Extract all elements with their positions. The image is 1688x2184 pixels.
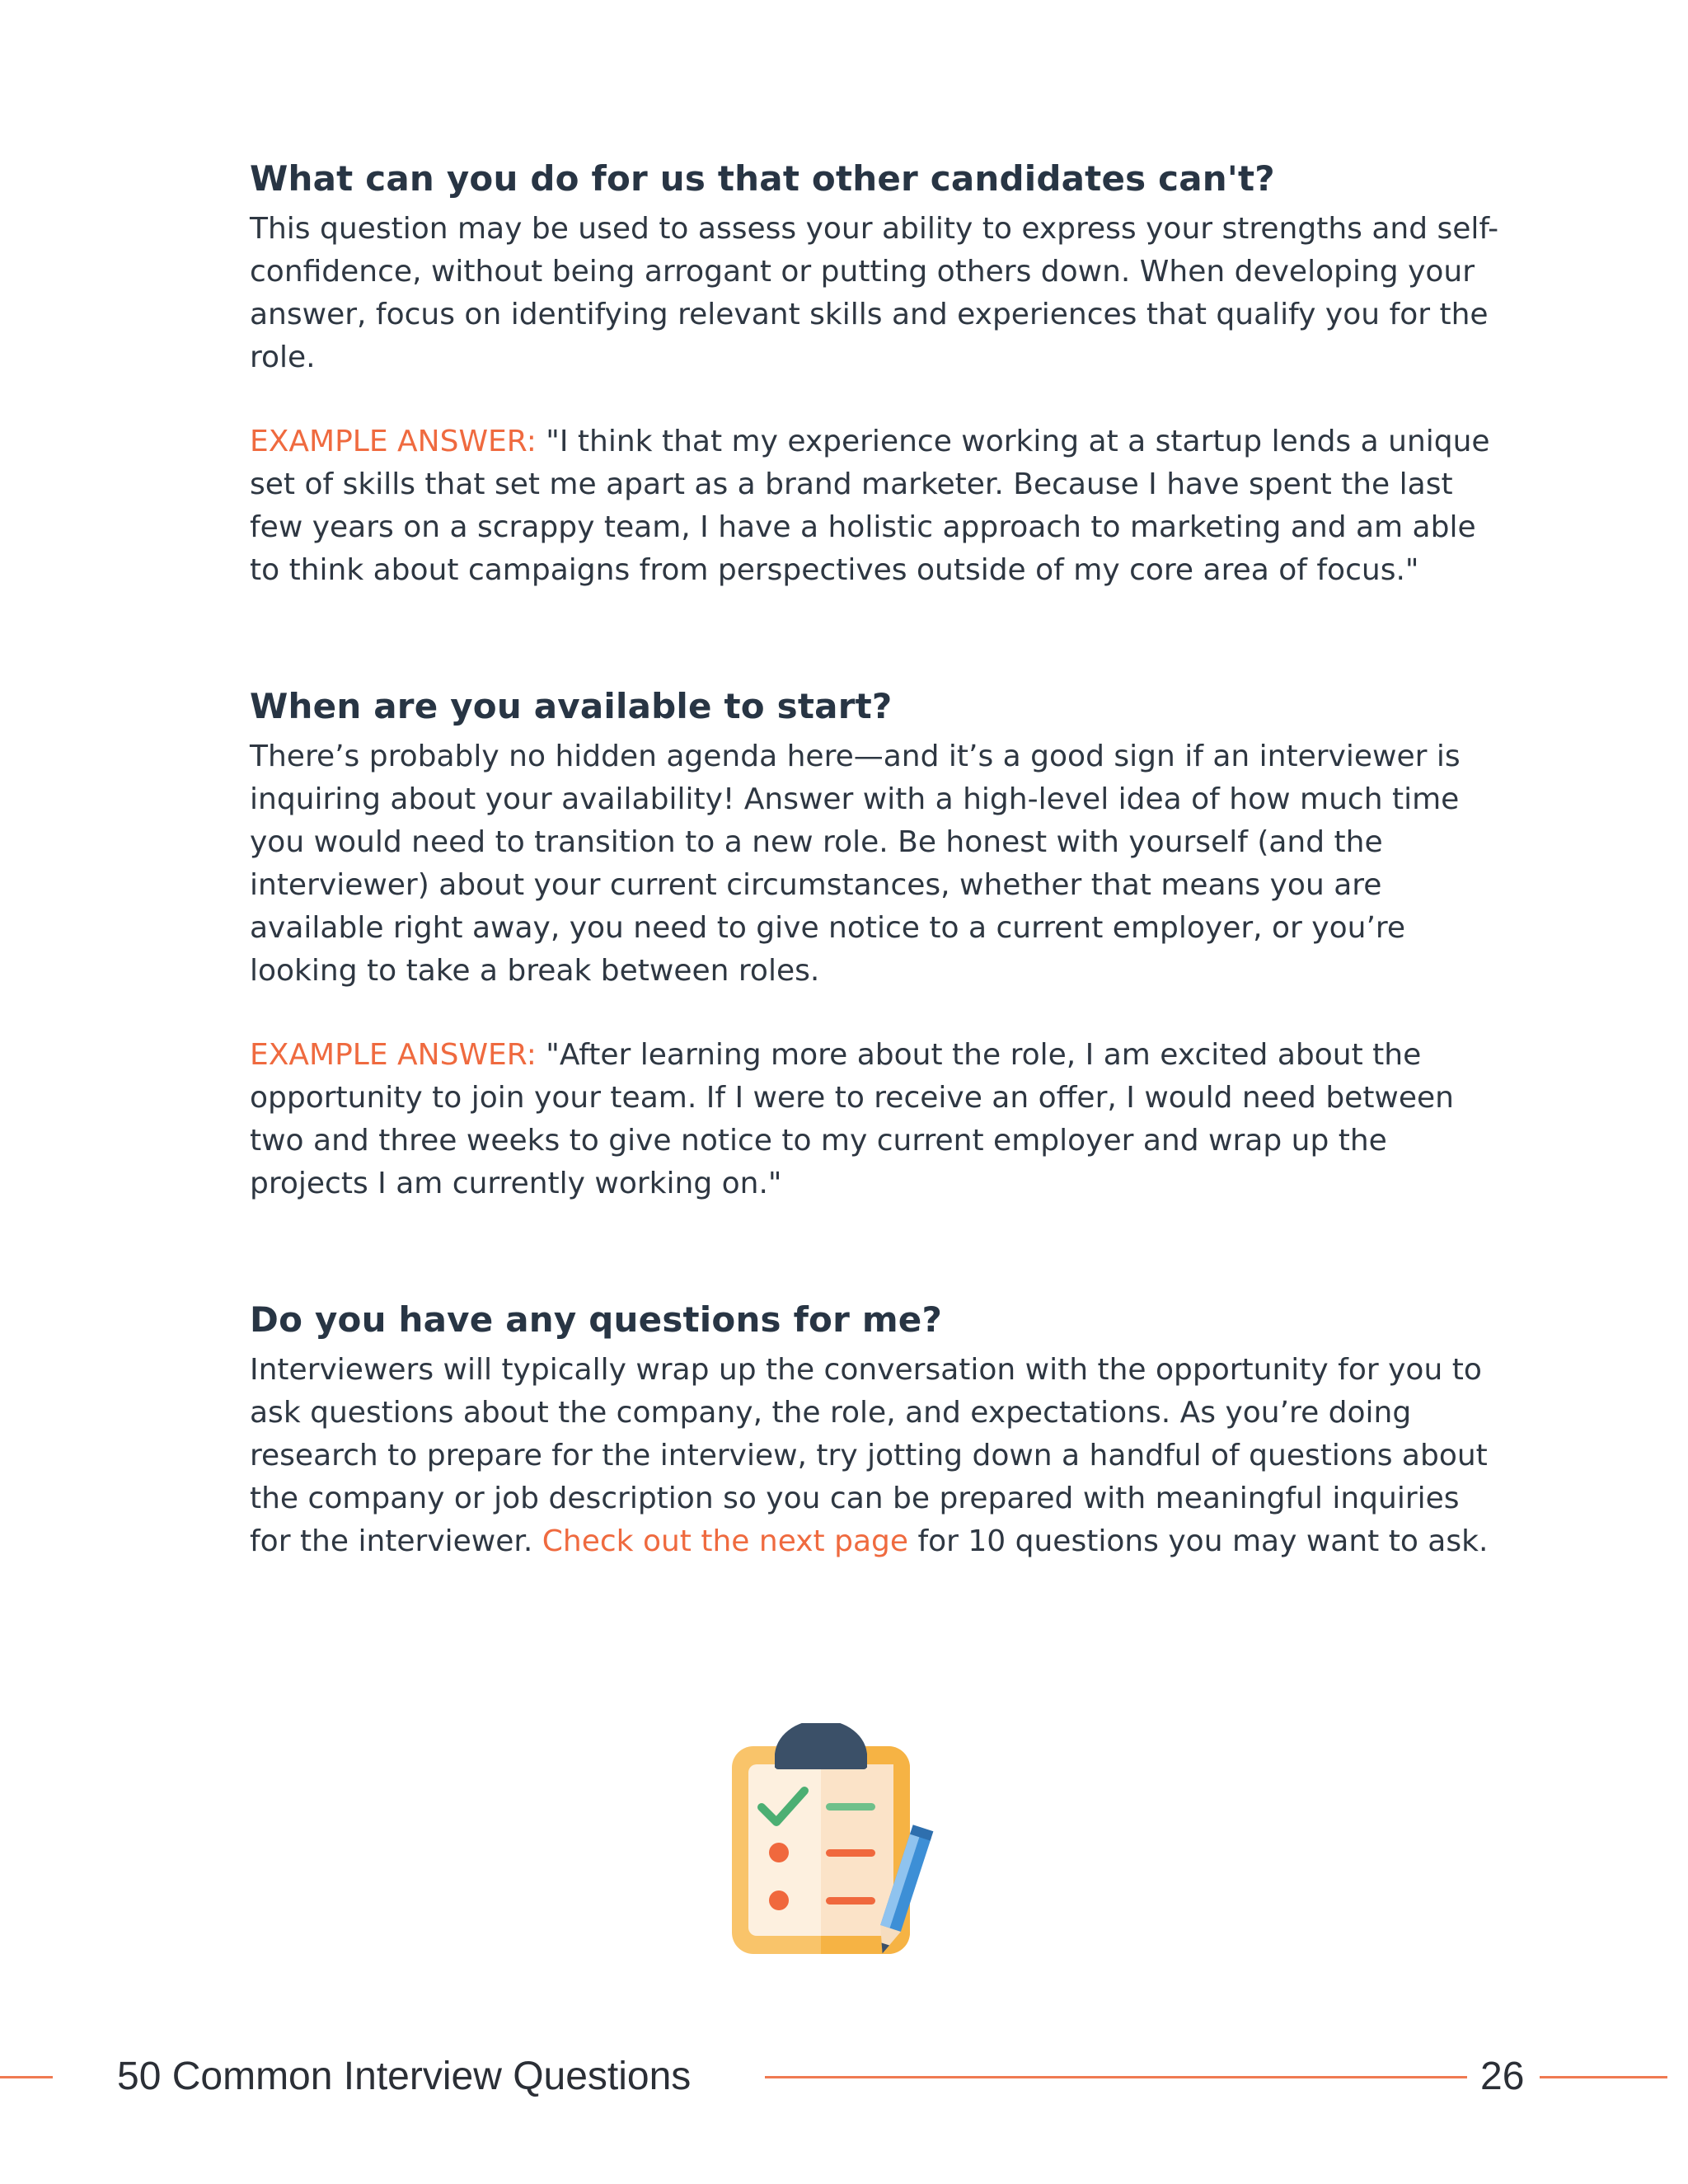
question-title: What can you do for us that other candidates can't? xyxy=(250,158,1275,199)
page-content xyxy=(250,157,1503,1563)
example-answer-text: "I think that my experience working at a startup lends a unique set of skills that set me apart as a brand marketer. Because I have spent the last few years on a scrappy team, I have a holistic approach to marketing and am able to think about campaigns from perspectives outside of my core area of focus." xyxy=(250,425,1490,587)
footer-rule-right xyxy=(1540,2076,1667,2078)
next-page-link[interactable]: Check out the next page xyxy=(542,1524,908,1558)
explanation-text: Interviewers will typically wrap up the conversation with the opportunity for you to ask questions about the company, the role, and expectations. As you’re doing research to prepare for the interview, try jotting down a handful of questions about the company or job description so you can be prepared with meaningful inquiries for the interviewer. xyxy=(250,1353,1488,1558)
example-answer-label: EXAMPLE ANSWER: xyxy=(250,1038,537,1072)
question-section-2 xyxy=(250,684,1503,1205)
page-number: 26 xyxy=(1480,2055,1525,2098)
footer-rule-left xyxy=(0,2076,53,2078)
question-title: Do you have any questions for me? xyxy=(250,1299,943,1340)
page-footer xyxy=(0,2053,1688,2102)
clipboard-checklist-icon xyxy=(725,1723,940,1970)
footer-document-title: 50 Common Interview Questions xyxy=(117,2055,692,2098)
question-section-3 xyxy=(250,1298,1503,1563)
question-section-1 xyxy=(250,157,1503,592)
example-answer-label: EXAMPLE ANSWER: xyxy=(250,425,537,458)
question-explanation xyxy=(250,1349,1503,1563)
question-explanation: This question may be used to assess your ability to express your strengths and self-confidence, without being arrogant or putting others down. When developing your answer, focus on identifying relevant skills and experiences that qualify you for the role. xyxy=(250,212,1499,374)
explanation-text-end: for 10 questions you may want to ask. xyxy=(908,1524,1489,1558)
footer-rule-middle xyxy=(765,2076,1467,2078)
question-explanation: There’s probably no hidden agenda here—and it’s a good sign if an interviewer is inquiring about your availability! Answer with a high-level idea of how much time you would need to transition to a new role. Be honest with yourself (and the interviewer) about your current circumstances, whether that means you are available right away, you need to give notice to a current employer, or you’re looking to take a break between roles. xyxy=(250,740,1461,988)
example-answer-text: "After learning more about the role, I am excited about the opportunity to join your team. If I were to receive an offer, I would need between two and three weeks to give notice to my current employer and wrap up the projects I am currently working on." xyxy=(250,1038,1454,1200)
example-answer xyxy=(250,420,1503,592)
question-title: When are you available to start? xyxy=(250,686,893,726)
example-answer xyxy=(250,1034,1503,1205)
